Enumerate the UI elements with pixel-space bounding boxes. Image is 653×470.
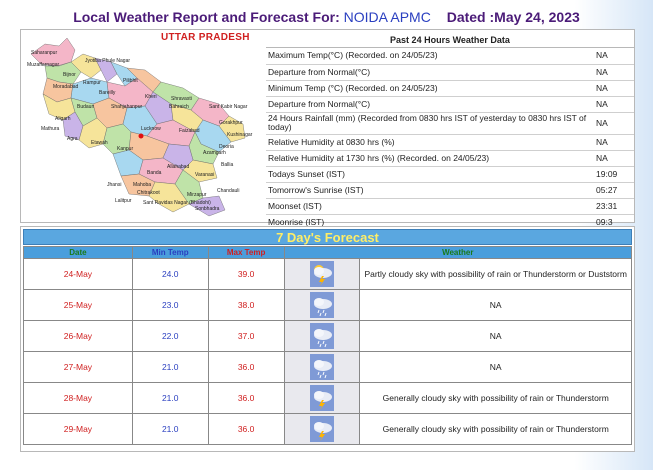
map-label: Jyotiba Phule Nagar (85, 58, 131, 64)
forecast-min-temp: 24.0 (132, 259, 208, 290)
past-24h-value: NA (594, 96, 634, 112)
map-label: Mathura (41, 126, 60, 132)
forecast-header-row (24, 247, 632, 259)
map-label: Gorakhpur (219, 120, 243, 126)
forecast-min-temp: 21.0 (132, 352, 208, 383)
past-24h-row (266, 166, 634, 182)
location-marker (139, 134, 144, 139)
forecast-row (24, 290, 632, 321)
forecast-row (24, 414, 632, 445)
forecast-date: 29-May (24, 414, 133, 445)
col-min-temp-header: Min Temp (132, 247, 208, 259)
map-label: Shravasti (171, 96, 192, 102)
map-label: Kanpur (117, 146, 134, 152)
past-24h-label: Relative Humidity at 1730 hrs (%) (Recorded. on 24/05/23) (266, 150, 594, 166)
map-label: Faizabad (179, 128, 200, 134)
map-title: UTTAR PRADESH (161, 32, 250, 43)
forecast-weather-text: Partly cloudy sky with possibility of rain or Thunderstorm or Duststorm (360, 259, 632, 290)
map-label: Muzaffarnagar (27, 62, 60, 68)
forecast-row (24, 352, 632, 383)
past-24h-label: 24 Hours Rainfall (mm) (Recorded from 0830 hrs IST of yesterday to 0830 hrs IST of today) (266, 112, 594, 134)
cloudy-rain-icon (310, 323, 334, 349)
forecast-panel (20, 226, 635, 452)
map-label: Deoria (219, 144, 234, 150)
past-24h-row (266, 112, 634, 134)
map-label: Moradabad (53, 84, 79, 90)
map-label: Aligarh (55, 116, 71, 122)
past-24h-label: Tomorrow's Sunrise (IST) (266, 182, 594, 198)
past-24h-value: NA (594, 134, 634, 150)
map-label: Bareilly (99, 90, 116, 96)
map-label: Sonbhadra (195, 206, 220, 212)
forecast-min-temp: 22.0 (132, 321, 208, 352)
past-24h-row (266, 182, 634, 198)
map-label: Sant Kabir Nagar (209, 104, 248, 110)
map-label: Chitrakoot (137, 190, 160, 196)
map-label: Sant Ravidas Nagar (Bhadohi) (143, 200, 211, 206)
forecast-icon-cell (284, 383, 360, 414)
report-date: Dated :May 24, 2023 (446, 9, 580, 25)
forecast-weather-text: NA (360, 352, 632, 383)
forecast-row (24, 383, 632, 414)
forecast-icon-cell (284, 321, 360, 352)
past-24h-label: Minimum Temp (°C) (Recorded. on 24/05/23) (266, 80, 594, 96)
forecast-weather-text: NA (360, 290, 632, 321)
cloudy-rain-icon (310, 292, 334, 318)
forecast-max-temp: 36.0 (208, 352, 284, 383)
map-label: Banda (147, 170, 162, 176)
map-label: Etawah (91, 140, 108, 146)
forecast-row (24, 259, 632, 290)
past-24h-row (266, 64, 634, 80)
past-24h-label: Todays Sunset (IST) (266, 166, 594, 182)
past-24h-value: 19:09 (594, 166, 634, 182)
forecast-weather-text: NA (360, 321, 632, 352)
forecast-max-temp: 36.0 (208, 383, 284, 414)
forecast-icon-cell (284, 414, 360, 445)
map-label: Lalitpur (115, 198, 132, 204)
partly-cloudy-thunder-icon (310, 261, 334, 287)
map-label: Allahabad (167, 164, 190, 170)
past-24h-label: Moonset (IST) (266, 198, 594, 214)
map-label: Bahraich (169, 104, 189, 110)
past-24h-row (266, 150, 634, 166)
past-24h-value: NA (594, 64, 634, 80)
forecast-max-temp: 39.0 (208, 259, 284, 290)
past-24h-label: Departure from Normal(°C) (266, 64, 594, 80)
past-24h-label: Maximum Temp(°C) (Recorded. on 24/05/23) (266, 48, 594, 64)
past-24h-panel (266, 33, 634, 231)
uttar-pradesh-map (23, 32, 263, 220)
past-24h-label: Departure from Normal(°C) (266, 96, 594, 112)
past-24h-table (266, 48, 634, 231)
forecast-icon-cell (284, 352, 360, 383)
past-24h-value: 23:31 (594, 198, 634, 214)
location-name: NOIDA APMC (343, 9, 431, 25)
map-label: Shahjahanpur (111, 104, 143, 110)
past-24h-label: Moonrise (IST) (266, 214, 594, 230)
cloudy-rain-icon (310, 354, 334, 380)
cloudy-thunder-icon (310, 416, 334, 442)
current-weather-panel (20, 29, 635, 227)
map-label: Lucknow (141, 126, 161, 132)
forecast-icon-cell (284, 259, 360, 290)
col-max-temp-header: Max Temp (208, 247, 284, 259)
map-label: Kushinagar (227, 132, 253, 138)
forecast-weather-text: Generally cloudy sky with possibility of rain or Thunderstorm (360, 414, 632, 445)
past-24h-row (266, 134, 634, 150)
col-weather-header: Weather (284, 247, 631, 259)
title-prefix: Local Weather Report and Forecast For: (73, 9, 340, 25)
past-24h-value: NA (594, 112, 634, 134)
forecast-max-temp: 36.0 (208, 414, 284, 445)
map-label: Mahoba (133, 182, 152, 188)
forecast-icon-cell (284, 290, 360, 321)
past-24h-value: 09:3 (594, 214, 634, 230)
map-label: Kheri (145, 94, 157, 100)
forecast-min-temp: 21.0 (132, 414, 208, 445)
col-date-header: Date (24, 247, 133, 259)
map-label: Ballia (221, 162, 234, 168)
past-24h-row (266, 198, 634, 214)
past-24h-value: NA (594, 150, 634, 166)
past-24h-value: 05:27 (594, 182, 634, 198)
map-label: Budaun (77, 104, 95, 110)
map-label: Varanasi (195, 172, 215, 178)
forecast-date: 24-May (24, 259, 133, 290)
past-24h-heading: Past 24 Hours Weather Data (266, 33, 634, 48)
map-label: Agra (67, 136, 78, 142)
past-24h-row (266, 96, 634, 112)
past-24h-label: Relative Humidity at 0830 hrs (%) (266, 134, 594, 150)
forecast-max-temp: 37.0 (208, 321, 284, 352)
map-label: Chandauli (217, 188, 240, 194)
cloudy-thunder-icon (310, 385, 334, 411)
forecast-min-temp: 23.0 (132, 290, 208, 321)
map-label: Jhansi (107, 182, 122, 188)
forecast-table (23, 246, 632, 445)
forecast-row (24, 321, 632, 352)
forecast-date: 25-May (24, 290, 133, 321)
map-label: Bijnor (63, 72, 76, 78)
forecast-min-temp: 21.0 (132, 383, 208, 414)
past-24h-value: NA (594, 80, 634, 96)
map-label: Pilibhit (123, 78, 138, 84)
map-label: Saharanpur (31, 50, 58, 56)
page-title (0, 9, 653, 25)
past-24h-value: NA (594, 48, 634, 64)
past-24h-row (266, 80, 634, 96)
map-label: Mirzapur (187, 192, 207, 198)
forecast-date: 28-May (24, 383, 133, 414)
forecast-heading: 7 Day's Forecast (23, 229, 632, 245)
forecast-weather-text: Generally cloudy sky with possibility of rain or Thunderstorm (360, 383, 632, 414)
past-24h-row (266, 48, 634, 64)
forecast-date: 27-May (24, 352, 133, 383)
forecast-max-temp: 38.0 (208, 290, 284, 321)
forecast-date: 26-May (24, 321, 133, 352)
map-label: Azamgarh (203, 150, 226, 156)
map-label: Rampur (83, 80, 101, 86)
